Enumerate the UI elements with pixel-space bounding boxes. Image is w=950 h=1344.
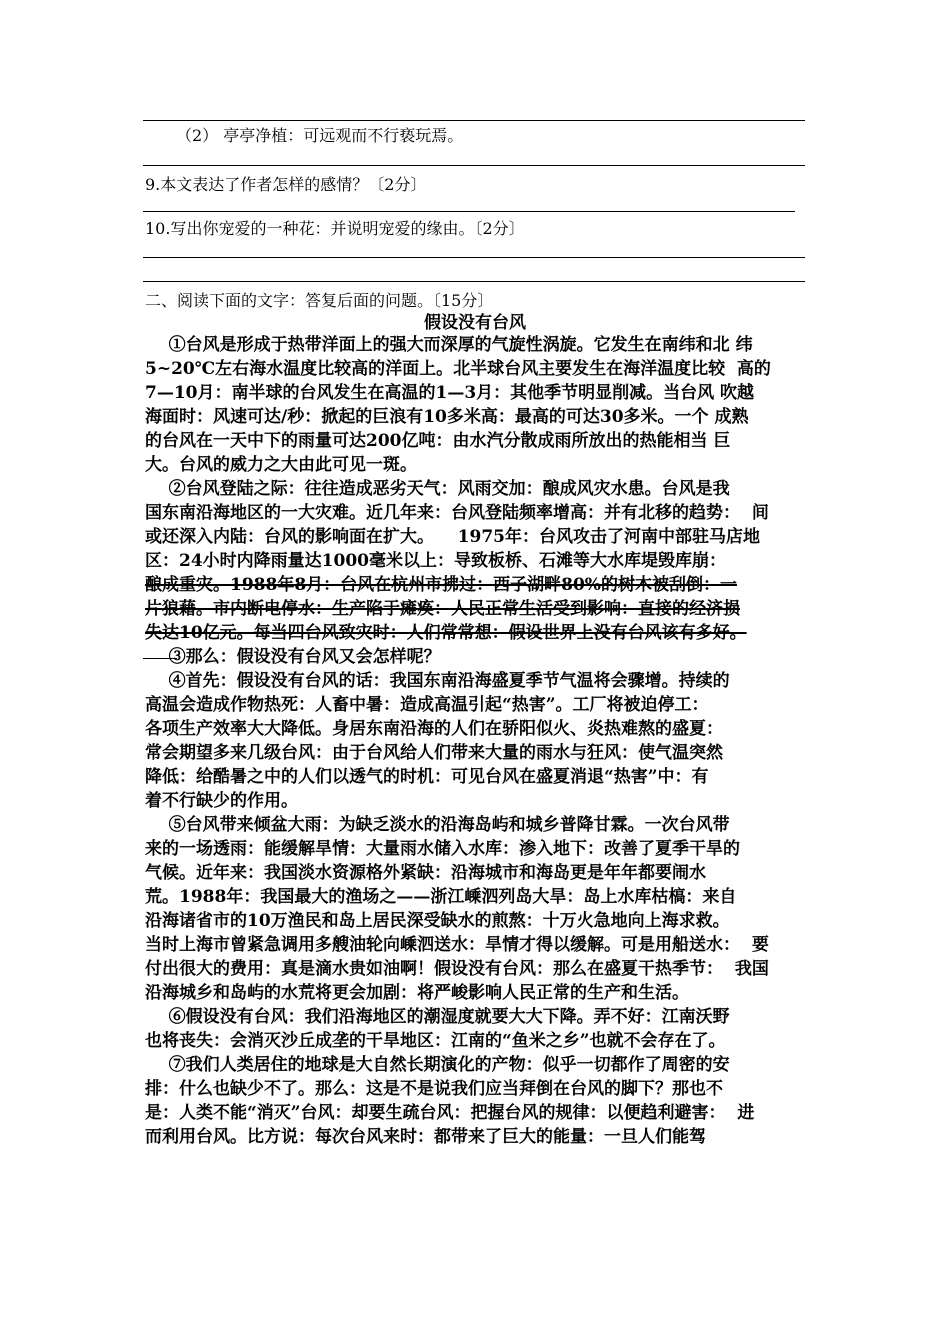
text-line: 来的一场透雨：能缓解旱情：大量雨水储入水库：渗入地下：改善了夏季干旱的	[145, 839, 740, 859]
answer-line	[143, 165, 805, 166]
text-line: 当时上海市曾紧急调用多艘油轮向嵊泗送水：旱情才得以缓解。可是用船送水： 要	[145, 935, 769, 955]
text-line: ①台风是形成于热带洋面上的强大而深厚的气旋性涡旋。它发生在南纬和北 纬	[145, 335, 753, 355]
text-line: 常会期望多来几级台风：由于台风给人们带来大量的雨水与狂风：使气温突然	[145, 743, 723, 763]
answer-line	[143, 211, 795, 212]
text-line: 着不行缺少的作用。	[145, 791, 298, 811]
text-line: ④首先：假设没有台风的话：我国东南沿海盛夏季节气温将会骤增。持续的	[145, 671, 730, 691]
text-line: ②台风登陆之际：往往造成恶劣天气：风雨交加：酿成风灾水患。台风是我	[145, 479, 730, 499]
text-line: ⑦我们人类居住的地球是大自然长期演化的产物：似乎一切都作了周密的安	[145, 1055, 730, 1075]
text-line: 排：什么也缺少不了。那么：这是不是说我们应当拜倒在台风的脚下？那也不	[145, 1079, 723, 1099]
struck-text-line: 酿成重灾。1988年8月：台风在杭州市拂过：西子湖畔80%的树木被刮倒：一	[145, 575, 737, 595]
question-9: 9.本文表达了作者怎样的感情？〔2分〕	[145, 175, 427, 194]
strike-rule	[143, 658, 177, 659]
text-line: 气候。近年来：我国淡水资源格外紧缺：沿海城市和海岛更是年年都要闹水	[145, 863, 706, 883]
text-line: 是：人类不能“消灭”台风：却要生疏台风：把握台风的规律：以便趋利避害： 进	[145, 1103, 755, 1123]
text-line: ⑥假设没有台风：我们沿海地区的潮湿度就要大大下降。弄不好：江南沃野	[145, 1007, 730, 1027]
struck-text-line: 失达10亿元。每当四台风致灾时：人们常常想：假设世界上没有台风该有多好。	[145, 623, 747, 643]
text-line: ⑤台风带来倾盆大雨：为缺乏淡水的沿海岛屿和城乡普降甘霖。一次台风带	[145, 815, 730, 835]
answer-line	[143, 120, 805, 121]
text-line: 各项生产效率大大降低。身居东南沿海的人们在骄阳似火、炎热难熬的盛夏：	[145, 719, 723, 739]
text-line: 而利用台风。比方说：每次台风来时：都带来了巨大的能量：一旦人们能驾	[145, 1127, 706, 1147]
text-line: 大。台风的威力之大由此可见一斑。	[145, 455, 417, 475]
section-heading: 二、阅读下面的文字：答复后面的问题。〔15分〕	[145, 291, 494, 310]
text-line: 沿海城乡和岛屿的水荒将更会加剧：将严峻影响人民正常的生产和生活。	[145, 983, 689, 1003]
text-line: 荒。1988年：我国最大的渔场之——浙江嵊泗列岛大旱：岛上水库枯槁：来自	[145, 887, 737, 907]
answer-line	[143, 257, 805, 258]
text-line: 也将丧失：会消灭沙丘成垄的干旱地区：江南的“鱼米之乡”也就不会存在了。	[145, 1031, 726, 1051]
text-line: 7—10月：南半球的台风发生在高温的1—3月：其他季节明显削减。当台风 吹越	[145, 383, 755, 403]
text-line: 高温会造成作物热死：人畜中暑：造成高温引起“热害”。工厂将被迫停工：	[145, 695, 709, 715]
text-line: 区：24小时内降雨量达1000毫米以上：导致板桥、石滩等大水库堤毁库崩：	[145, 551, 726, 571]
struck-text-line: 片狼藉。市内断电停水：生产陷于瘫痪：人民正常生活受到影响：直接的经济损	[145, 599, 740, 619]
answer-line	[143, 281, 805, 282]
item-2-text: （2） 亭亭净植：可远观而不行亵玩焉。	[176, 126, 464, 145]
text-line: 付出很大的费用：真是滴水贵如油啊！假设没有台风：那么在盛夏干热季节： 我国	[145, 959, 769, 979]
article-title: 假设没有台风	[424, 313, 526, 333]
text-line: 或还深入内陆：台风的影响面在扩大。 1975年：台风攻击了河南中部驻马店地	[145, 527, 760, 547]
text-line: 5~20℃左右海水温度比较高的洋面上。北半球台风主要发生在海洋温度比较 高的	[145, 359, 771, 379]
text-line: 国东南沿海地区的一大灾难。近几年来：台风登陆频率增高：并有北移的趋势： 间	[145, 503, 769, 523]
text-line: 的台风在一天中下的雨量可达200亿吨：由水汽分散成雨所放出的热能相当 巨	[145, 431, 731, 451]
text-line: 海面时：风速可达/秒：掀起的巨浪有10多米高：最高的可达30多米。一个 成熟	[145, 407, 749, 427]
text-line: 降低：给酷暑之中的人们以透气的时机：可见台风在盛夏消退“热害”中：有	[145, 767, 709, 787]
text-line: 沿海诸省市的10万渔民和岛上居民深受缺水的煎熬：十万火急地向上海求救。	[145, 911, 730, 931]
text-line: ③那么：假设没有台风又会怎样呢？	[145, 647, 441, 667]
question-10: 10.写出你宠爱的一种花：并说明宠爱的缘由。〔2分〕	[145, 219, 525, 238]
